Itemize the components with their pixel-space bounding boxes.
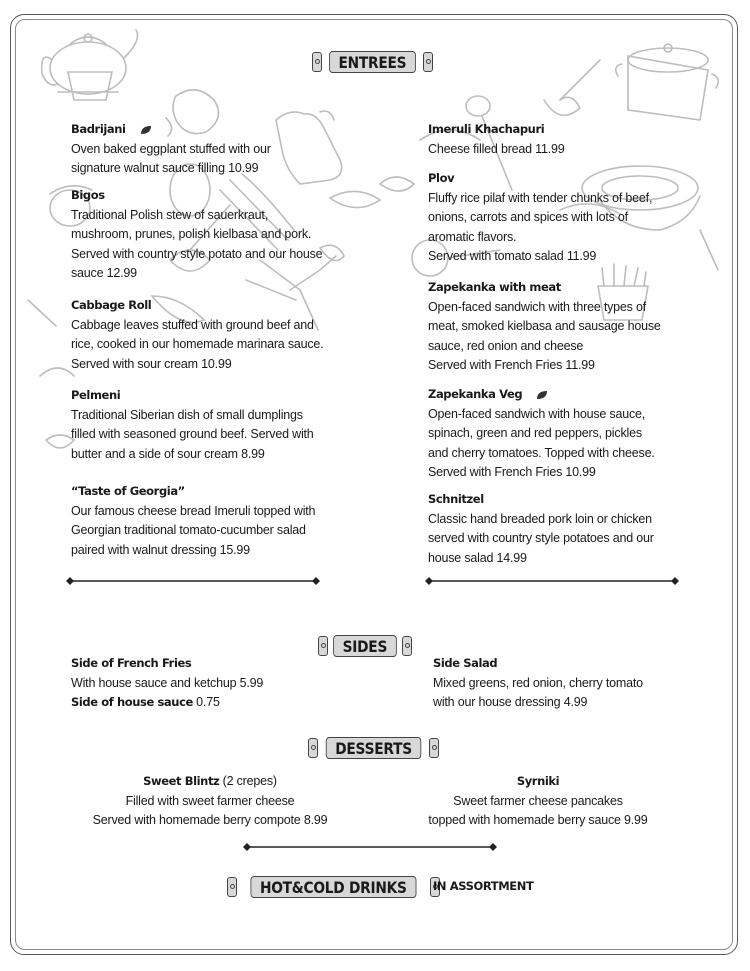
entree-badrijani xyxy=(71,120,371,179)
entree-description: Classic hand breaded pork loin or chicken served with country style potatoes and our house salad 14.99 xyxy=(428,511,654,565)
entree-name: Bigos xyxy=(71,188,105,202)
desserts-banner xyxy=(308,737,439,759)
leaf-icon xyxy=(140,125,152,135)
entree-description: Cheese filled bread 11.99 xyxy=(428,141,565,156)
side-price: 0.75 xyxy=(192,695,220,709)
banner-cap-left xyxy=(227,877,237,897)
dessert-description: Filled with sweet farmer cheese Served with homemade berry compote 8.99 xyxy=(92,793,328,827)
entree-name: “Taste of Georgia” xyxy=(71,484,185,498)
entree-zapekanka-veg xyxy=(428,385,728,483)
dessert-note: (2 crepes) xyxy=(219,774,277,788)
banner-cap-right xyxy=(429,738,439,758)
side-name: Side of house sauce xyxy=(71,695,193,709)
side-salad xyxy=(433,654,733,713)
drinks-heading: HOT&COLD DRINKS xyxy=(250,876,416,898)
entree-description: Our famous cheese bread Imeruli topped with Georgian traditional tomato-cucumber salad paired with walnut dressing 15.99 xyxy=(71,503,316,557)
entree-description: Fluffy rice pilaf with tender chunks of beef, onions, carrots and spices with lots of aromatic flavors. Served with tomato salad 11.99 xyxy=(428,190,653,263)
entrees-heading: ENTREES xyxy=(329,51,416,73)
banner-cap-right xyxy=(402,636,412,656)
entree-name: Plov xyxy=(428,171,455,185)
entree-description: Traditional Siberian dish of small dumplings filled with seasoned ground beef. Served with butter and a side of sour cream 8.99 xyxy=(71,407,314,461)
desserts-heading: DESSERTS xyxy=(326,737,422,759)
entree-cabbage-roll xyxy=(71,296,371,374)
side-name: Side Salad xyxy=(433,656,498,670)
side-french-fries xyxy=(71,654,371,713)
divider-right xyxy=(425,577,679,585)
banner-cap-right xyxy=(423,52,433,72)
dessert-name: Sweet Blintz xyxy=(143,774,220,788)
entree-bigos xyxy=(71,186,371,284)
entree-description: Traditional Polish stew of sauerkraut, mushroom, prunes, polish kielbasa and pork. Served with country style potato and our house sauce 12.99 xyxy=(71,207,323,280)
banner-cap-left xyxy=(312,52,322,72)
entree-name: Imeruli Khachapuri xyxy=(428,122,545,136)
side-name: Side of French Fries xyxy=(71,656,192,670)
dessert-syrniki xyxy=(388,772,688,831)
entree-plov xyxy=(428,169,728,267)
divider-left xyxy=(66,577,320,585)
entree-name: Cabbage Roll xyxy=(71,298,152,312)
divider-bottom xyxy=(243,843,497,851)
drinks-note: IN ASSORTMENT xyxy=(433,879,534,893)
entree-name: Badrijani xyxy=(71,122,126,136)
pot-doodle xyxy=(616,44,719,120)
side-description: Mixed greens, red onion, cherry tomato with our house dressing 4.99 xyxy=(433,675,643,709)
side-description: With house sauce and ketchup 5.99 xyxy=(71,675,264,690)
entree-zapekanka-meat xyxy=(428,278,728,376)
ladle-doodle xyxy=(544,60,600,115)
leaf-icon xyxy=(536,390,548,400)
entree-pelmeni xyxy=(71,386,371,464)
entree-description: Cabbage leaves stuffed with ground beef and rice, cooked in our homemade marinara sauce. Served with sour cream 10.99 xyxy=(71,317,324,371)
entree-description: Open-faced sandwich with house sauce, spinach, green and red peppers, pickles and cherry tomatoes. Topped with cheese. Served with French Fries 10.99 xyxy=(428,406,655,479)
teapot-doodle xyxy=(42,30,138,94)
banner-cap-left xyxy=(318,636,328,656)
entree-name: Zapekanka Veg xyxy=(428,387,523,401)
entree-taste-of-georgia xyxy=(71,482,371,560)
drinks-banner xyxy=(227,876,440,898)
entree-description: Open-faced sandwich with three types of meat, smoked kielbasa and sausage house sauce, red onion and cheese Served with French Fries 11.99 xyxy=(428,299,661,372)
entree-name: Schnitzel xyxy=(428,492,484,506)
banner-cap-left xyxy=(308,738,318,758)
entree-name: Pelmeni xyxy=(71,388,121,402)
dessert-description: Sweet farmer cheese pancakes topped with homemade berry sauce 9.99 xyxy=(428,793,648,827)
sides-heading: SIDES xyxy=(333,635,396,657)
dessert-name: Syrniki xyxy=(516,774,560,788)
entree-description: Oven baked eggplant stuffed with our signature walnut sauce filling 10.99 xyxy=(71,141,271,175)
entree-imeruli-khachapuri xyxy=(428,120,728,159)
dessert-sweet-blintz xyxy=(60,772,360,831)
entree-schnitzel xyxy=(428,490,728,568)
entree-name: Zapekanka with meat xyxy=(428,280,561,294)
entrees-banner xyxy=(312,51,433,73)
